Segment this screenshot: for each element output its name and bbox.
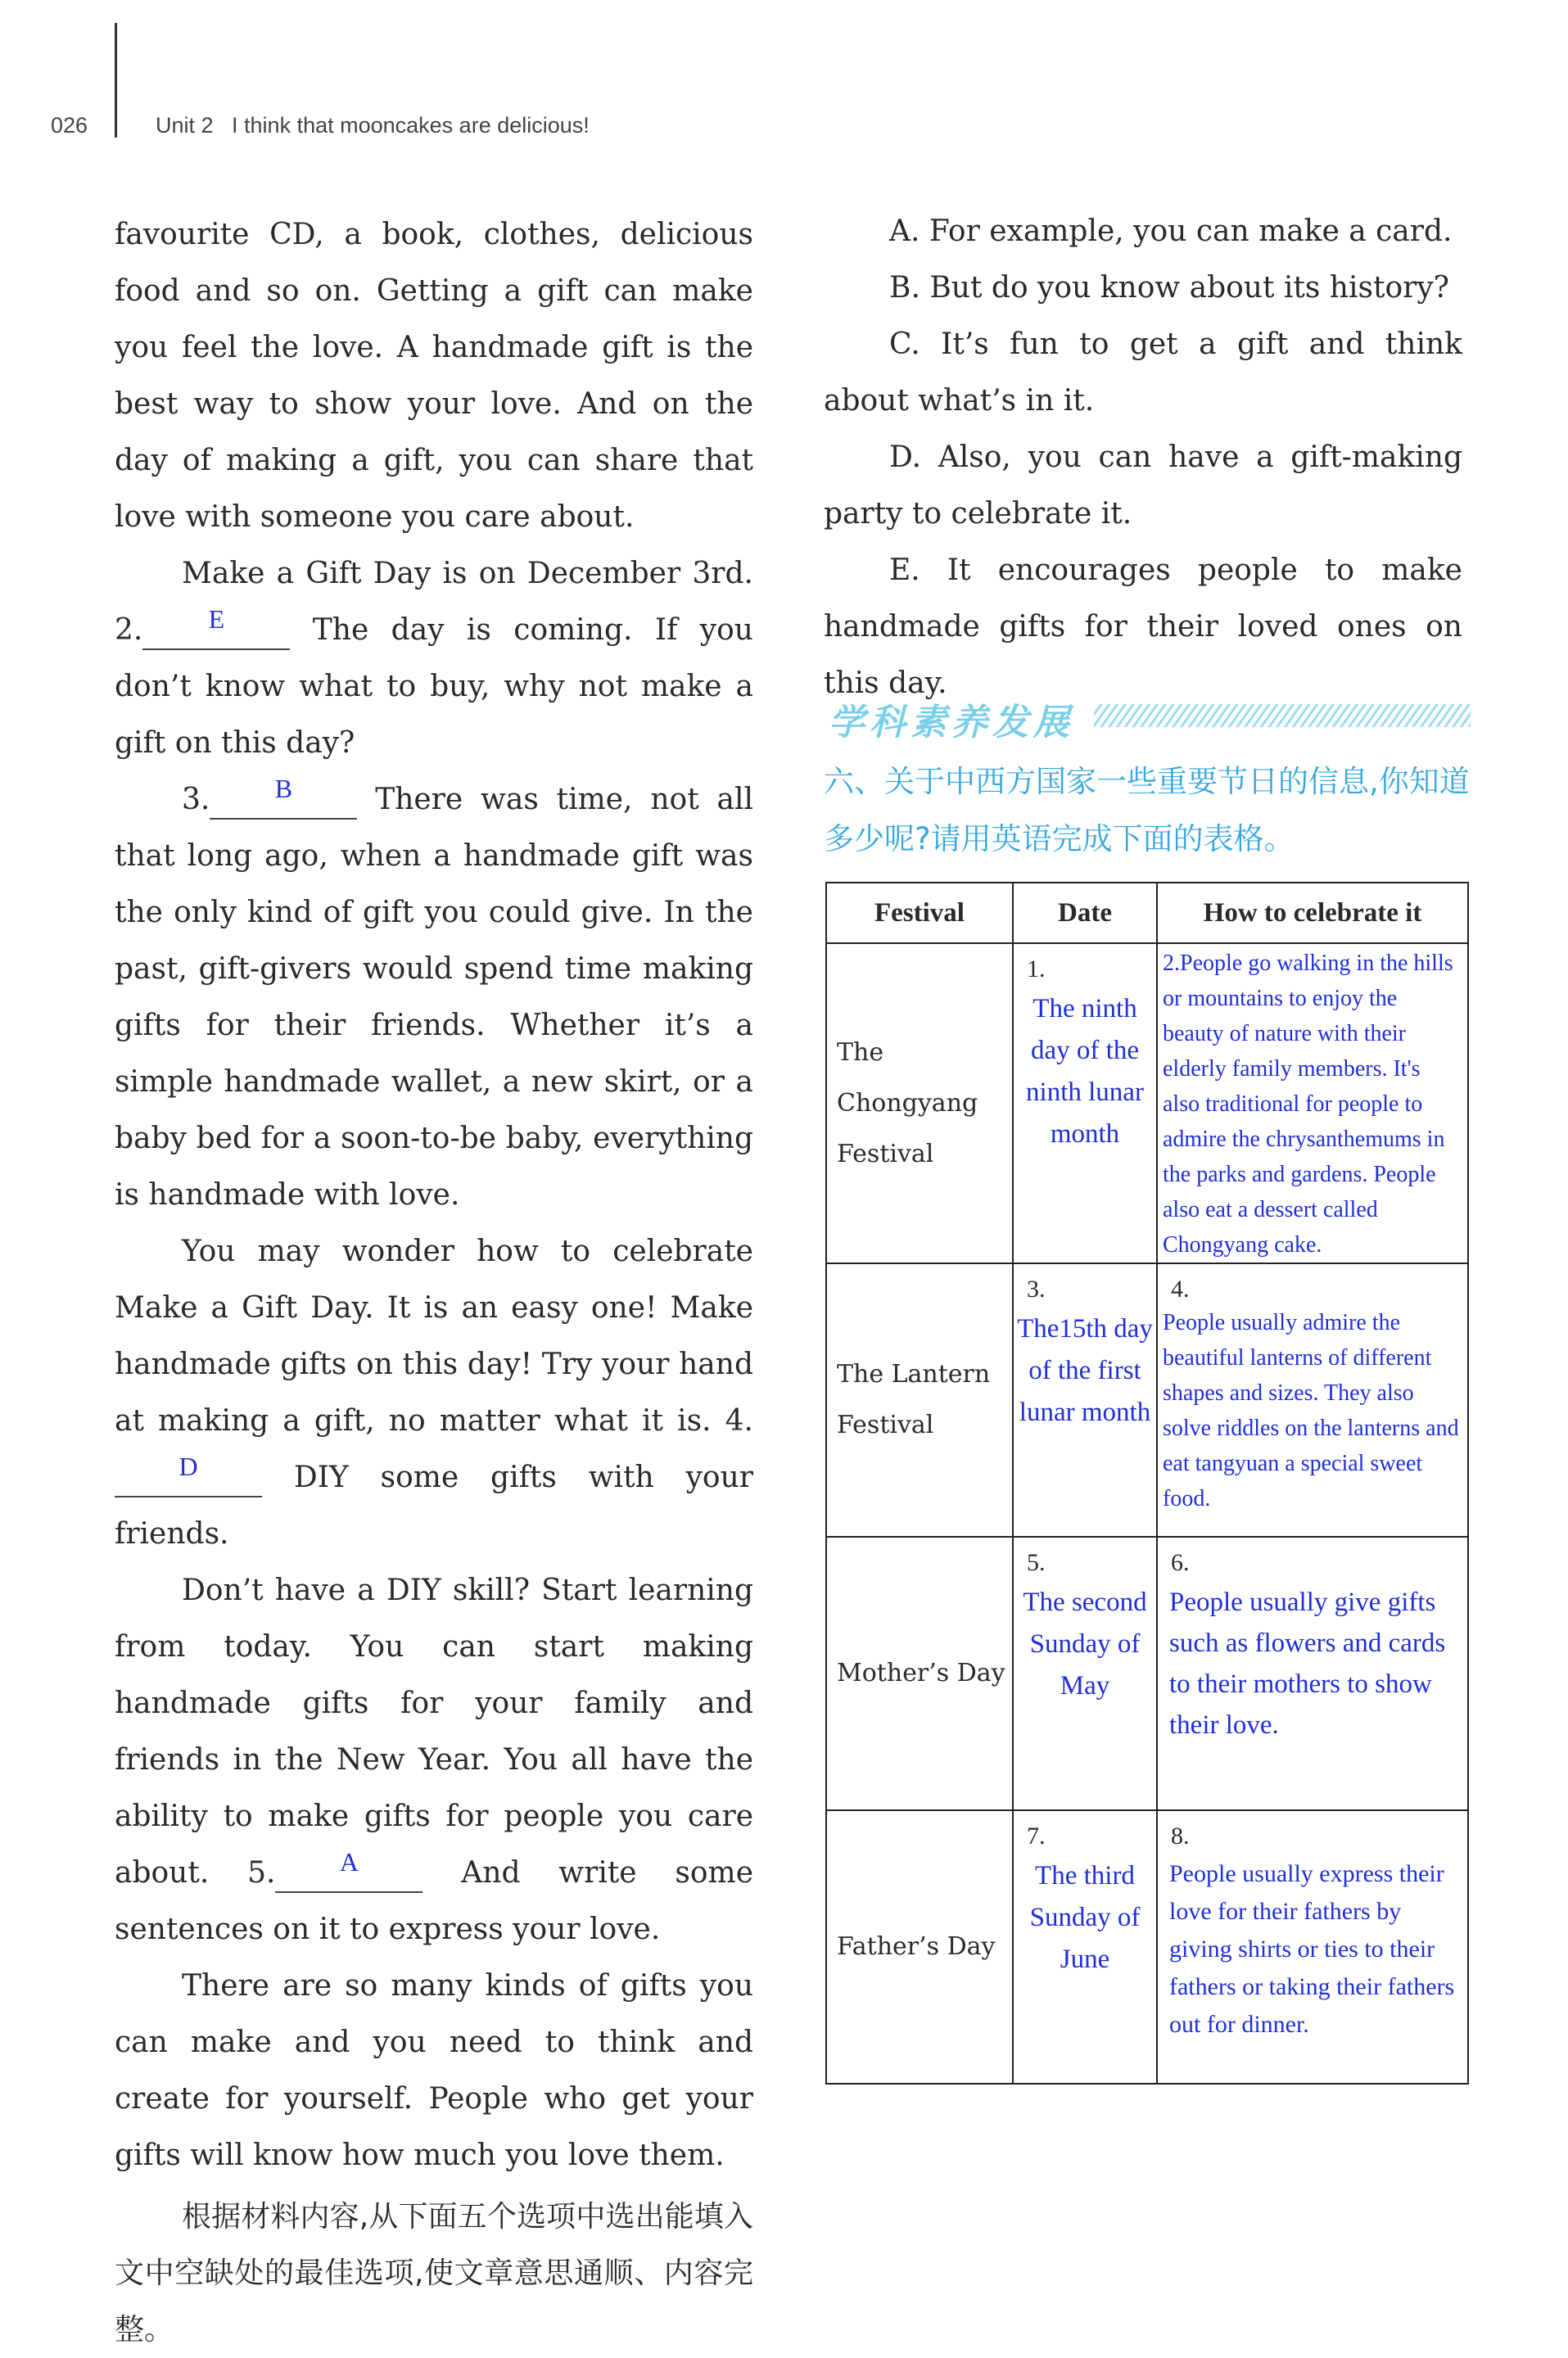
date-cell[interactable] bbox=[1013, 943, 1157, 1263]
date-answer: The third Sunday of June bbox=[1029, 1861, 1141, 1974]
table-row bbox=[826, 943, 1468, 1263]
passage-paragraph bbox=[115, 1562, 753, 1958]
cell-number: 2. bbox=[1163, 951, 1180, 976]
passage-paragraph: There are so many kinds of gifts you can make and you need to think and create for yourself. People who get your gifts will know how much you love them. bbox=[115, 1969, 753, 2172]
blank-answer: E bbox=[208, 604, 225, 634]
table-header-row bbox=[826, 883, 1468, 943]
date-cell[interactable] bbox=[1013, 1263, 1157, 1537]
option-b: B. But do you know about its history? bbox=[889, 271, 1449, 305]
header-divider bbox=[115, 23, 117, 138]
option-d: D. Also, you can have a gift-making party to celebrate it. bbox=[824, 440, 1462, 531]
column-header: Date bbox=[1013, 883, 1157, 943]
passage-text: And write some sentences on it to express your love. bbox=[115, 1856, 753, 1946]
options-list bbox=[824, 203, 1462, 711]
festival-table bbox=[825, 882, 1469, 2085]
option-e: E. It encourages people to make handmade gifts for their loved ones on this day. bbox=[824, 553, 1462, 700]
how-answer: People usually give gifts such as flowers and cards to their mothers to show their love. bbox=[1169, 1588, 1446, 1740]
cell-number: 4. bbox=[1171, 1276, 1190, 1303]
passage-paragraph: favourite CD, a book, clothes, delicious food and so on. Getting a gift can make you feel the love. A handmade gift is the best way to show your love. And on the day of making a gift, you can share that love with someone you care about. bbox=[115, 218, 753, 534]
festival-name: The Chongyang Festival bbox=[826, 943, 1013, 1263]
instruction-text: 根据材料内容,从下面五个选项中选出能填入文中空缺处的最佳选项,使文章意思通顺、内容完整。 bbox=[115, 2200, 753, 2347]
how-cell[interactable] bbox=[1157, 943, 1468, 1263]
how-cell[interactable] bbox=[1157, 1537, 1468, 1810]
cell-number: 7. bbox=[1027, 1823, 1046, 1850]
answer-blank[interactable] bbox=[210, 774, 357, 820]
festival-name: The Lantern Festival bbox=[826, 1263, 1013, 1537]
date-answer: The ninth day of the ninth lunar month bbox=[1026, 994, 1144, 1149]
passage-text: The day is coming. If you don’t know what to buy, why not make a gift on this day? bbox=[115, 613, 753, 760]
passage-paragraph bbox=[115, 545, 753, 771]
how-cell[interactable] bbox=[1157, 1810, 1468, 2084]
festival-name: Father’s Day bbox=[826, 1810, 1013, 2084]
table-row bbox=[826, 1810, 1468, 2084]
answer-blank[interactable] bbox=[115, 1452, 262, 1497]
passage-text: You may wonder how to celebrate Make a Gift Day. It is an easy one! Make handmade gifts on this day! Try your hand at making a gift, no matter what it is. bbox=[115, 1235, 753, 1438]
cell-number: 3. bbox=[1027, 1276, 1046, 1303]
passage-paragraph bbox=[115, 1223, 753, 1562]
answer-blank[interactable] bbox=[142, 604, 290, 650]
passage-paragraph bbox=[115, 771, 753, 1223]
date-cell[interactable] bbox=[1013, 1810, 1157, 2084]
blank-number: 3. bbox=[182, 783, 210, 816]
section-banner bbox=[824, 693, 1471, 743]
how-cell[interactable] bbox=[1157, 1263, 1468, 1537]
date-answer: The second Sunday of May bbox=[1023, 1588, 1147, 1701]
passage-text: DIY some gifts with your friends. bbox=[115, 1461, 753, 1551]
how-text: People go walking in the hills or mountains to enjoy the beauty of nature with their elderly family members. It's also traditional for people to admire the chrysanthemums in the parks and gardens. People also eat a dessert called Chongyang cake. bbox=[1163, 951, 1453, 1258]
column-header: Festival bbox=[826, 883, 1013, 943]
cell-number: 5. bbox=[1027, 1549, 1046, 1576]
blank-number: 2. bbox=[115, 613, 143, 647]
reading-passage bbox=[115, 206, 753, 2358]
cell-number: 6. bbox=[1171, 1549, 1190, 1576]
decorative-stripes bbox=[1094, 704, 1471, 727]
page-number: 026 bbox=[51, 113, 88, 138]
blank-answer: B bbox=[274, 774, 293, 803]
table-row bbox=[826, 1263, 1468, 1537]
section-title: 学科素养发展 bbox=[829, 702, 1074, 743]
question-six: 六、关于中西方国家一些重要节日的信息,你知道多少呢?请用英语完成下面的表格。 bbox=[824, 764, 1470, 856]
passage-text: Make a Gift Day is on December 3rd. bbox=[182, 557, 753, 590]
cell-number: 8. bbox=[1171, 1823, 1190, 1850]
option-a: A. For example, you can make a card. bbox=[889, 215, 1453, 248]
cell-number: 1. bbox=[1027, 955, 1046, 982]
option-c: C. It’s fun to get a gift and think about what’s in it. bbox=[824, 328, 1462, 418]
table-row bbox=[826, 1537, 1468, 1810]
how-answer: People usually admire the beautiful lanterns of different shapes and sizes. They also solve riddles on the lanterns and eat tangyuan a special sweet food. bbox=[1163, 1310, 1459, 1511]
unit-title: Unit 2 I think that mooncakes are delicious! bbox=[156, 113, 590, 138]
blank-answer: A bbox=[339, 1847, 359, 1877]
column-header: How to celebrate it bbox=[1157, 883, 1468, 943]
answer-blank[interactable] bbox=[275, 1847, 423, 1893]
passage-text: Don’t have a DIY skill? Start learning from today. You can start making handmade gifts for your family and friends in the New Year. You all have the ability to make gifts for people you care about. bbox=[115, 1574, 753, 1890]
how-answer bbox=[1158, 944, 1467, 1263]
passage-text: There was time, not all that long ago, when a handmade gift was the only kind of gift you could give. In the past, gift-givers would spend time making gifts for their friends. Whether it’s a simple handmade wallet, a new skirt, or a baby bed for a soon-to-be baby, everything is handmade with love. bbox=[115, 783, 753, 1212]
blank-number: 4. bbox=[725, 1404, 753, 1438]
date-answer: The15th day of the first lunar month bbox=[1017, 1314, 1153, 1427]
festival-name: Mother’s Day bbox=[826, 1537, 1013, 1810]
how-answer: People usually express their love for their fathers by giving shirts or ties to their fathers or taking their fathers out for dinner. bbox=[1169, 1860, 1455, 2038]
blank-answer: D bbox=[178, 1452, 198, 1481]
blank-number: 5. bbox=[247, 1856, 276, 1890]
date-cell[interactable] bbox=[1013, 1537, 1157, 1810]
